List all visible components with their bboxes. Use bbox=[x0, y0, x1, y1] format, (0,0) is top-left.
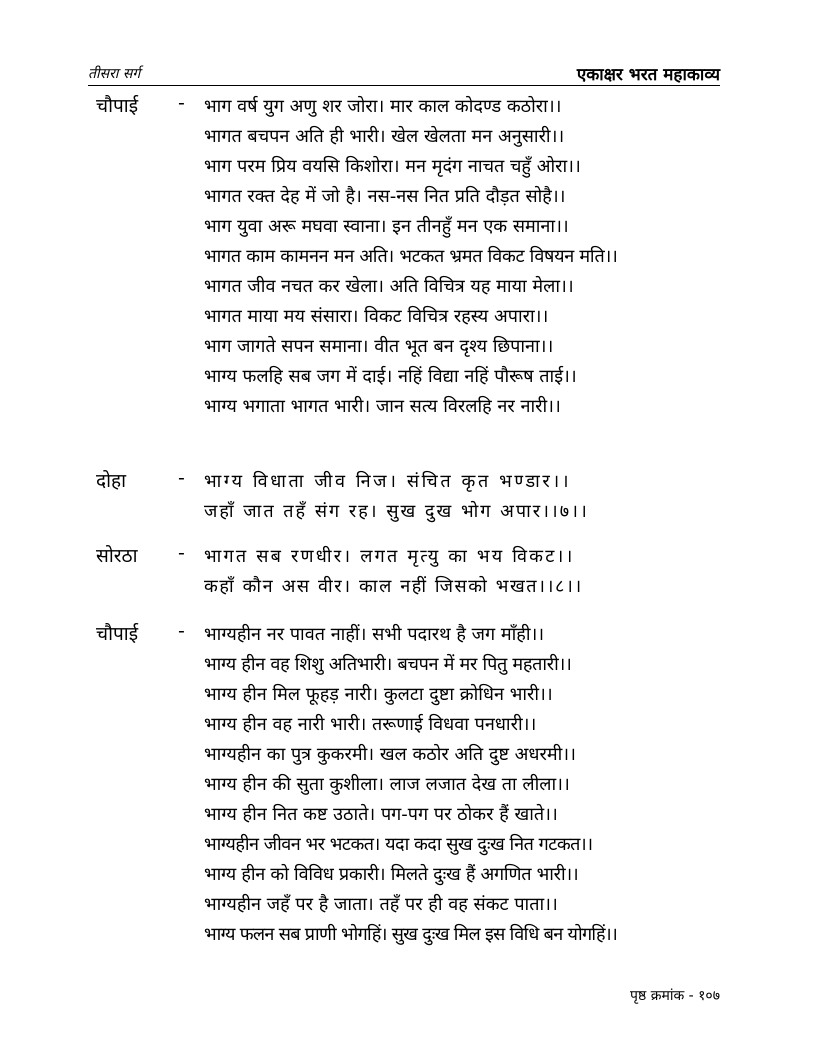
verse-line: कहाँ कौन अस वीर। काल नहीं जिसको भखत।।८।। bbox=[204, 576, 583, 597]
verse-line: भाग्यहीन जीवन भर भटकत। यदा कदा सुख दुःख नित गटकत।। bbox=[204, 834, 593, 855]
verse-line: भाग्य हीन की सुता कुशीला। लाज लजात देख ता लीला।। bbox=[204, 774, 570, 795]
stanza-type-label: दोहा bbox=[96, 470, 127, 492]
chapter-title: तीसरा सर्ग bbox=[88, 66, 141, 82]
verse-line: भागत सब रणधीर। लगत मृत्यु का भय विकट।। bbox=[204, 546, 575, 567]
verse-line: भाग्य हीन को विविध प्रकारी। मिलते दुःख हैं अगणित भारी।। bbox=[204, 864, 579, 885]
verse-line: भाग्य हीन वह नारी भारी। तरूणाई विधवा पनधारी।। bbox=[204, 714, 537, 735]
verse-line: भाग्यहीन नर पावत नाहीं। सभी पदारथ है जग माँही।। bbox=[204, 624, 545, 645]
verse-line: भाग्य हीन मिल फूहड़ नारी। कुलटा दुष्टा क्रोधिन भारी।। bbox=[204, 684, 553, 705]
verse-line: भाग्य फलहि सब जग में दाई। नहिं विद्या नहिं पौरूष ताई।। bbox=[204, 366, 577, 387]
verse-line: भाग्यहीन का पुत्र कुकरमी। खल कठोर अति दुष्ट अधरमी।। bbox=[204, 744, 576, 765]
stanza-dash: - bbox=[178, 542, 185, 564]
header-divider bbox=[88, 85, 720, 86]
verse-line: भाग्य विधाता जीव निज। संचित कृत भण्डार।। bbox=[204, 471, 572, 492]
verse-line: भाग युवा अरू मघवा स्वाना। इन तीनहुँ मन एक समाना।। bbox=[204, 216, 569, 237]
verse-line: भागत बचपन अति ही भारी। खेल खेलता मन अनुसारी।। bbox=[204, 126, 565, 147]
verse-line: भागत जीव नचत कर खेला। अति विचित्र यह माया मेला।। bbox=[204, 276, 574, 297]
verse-line: भागत माया मय संसारा। विकट विचित्र रहस्य अपारा।। bbox=[204, 306, 549, 327]
verse-lines bbox=[204, 620, 724, 950]
stanza-type-label: चौपाई bbox=[96, 623, 139, 645]
verse-line: भाग परम प्रिय वयसि किशोरा। मन मृदंग नाचत चहुँ ओरा।। bbox=[204, 156, 581, 177]
verse-line: भाग्य हीन वह शिशु अतिभारी। बचपन में मर पितु महतारी।। bbox=[204, 654, 572, 675]
stanza-type-label: सोरठा bbox=[96, 545, 138, 567]
verse-lines bbox=[204, 542, 724, 602]
stanza-type-label: चौपाई bbox=[96, 95, 139, 117]
verse-line: भागत काम कामनन मन अति। भटकत भ्रमत विकट विषयन मति।। bbox=[204, 246, 618, 267]
verse-line: भाग्यहीन जहँ पर है जाता। तहँ पर ही वह संकट पाता।। bbox=[204, 894, 558, 915]
verse-line: भाग वर्ष युग अणु शर जोरा। मार काल कोदण्ड कठोरा।। bbox=[204, 96, 562, 117]
verse-line: भाग्य फलन सब प्राणी भोगहिं। सुख दुःख मिल इस विधि बन योगहिं।। bbox=[204, 924, 618, 945]
book-title: एकाक्षर भरत महाकाव्य bbox=[576, 65, 720, 85]
verse-lines bbox=[204, 467, 724, 527]
stanza-dash: - bbox=[178, 620, 185, 642]
stanza-dash: - bbox=[178, 467, 185, 489]
verse-line: जहाँ जात तहँ संग रह। सुख दुख भोग अपार।।७।। bbox=[204, 501, 589, 522]
stanza-dash: - bbox=[178, 92, 185, 114]
page-number: पृष्ठ क्रमांक - १०७ bbox=[630, 988, 720, 1004]
verse-line: भाग जागते सपन समाना। वीत भूत बन दृश्य छिपाना।। bbox=[204, 336, 554, 357]
verse-line: भाग्य भगाता भागत भारी। जान सत्य विरलहि नर नारी।। bbox=[204, 396, 561, 417]
verse-lines bbox=[204, 92, 724, 422]
verse-line: भाग्य हीन नित कष्ट उठाते। पग-पग पर ठोकर हैं खाते।। bbox=[204, 804, 558, 825]
verse-line: भागत रक्त देह में जो है। नस-नस नित प्रति दौड़त सोहै।। bbox=[204, 186, 566, 207]
